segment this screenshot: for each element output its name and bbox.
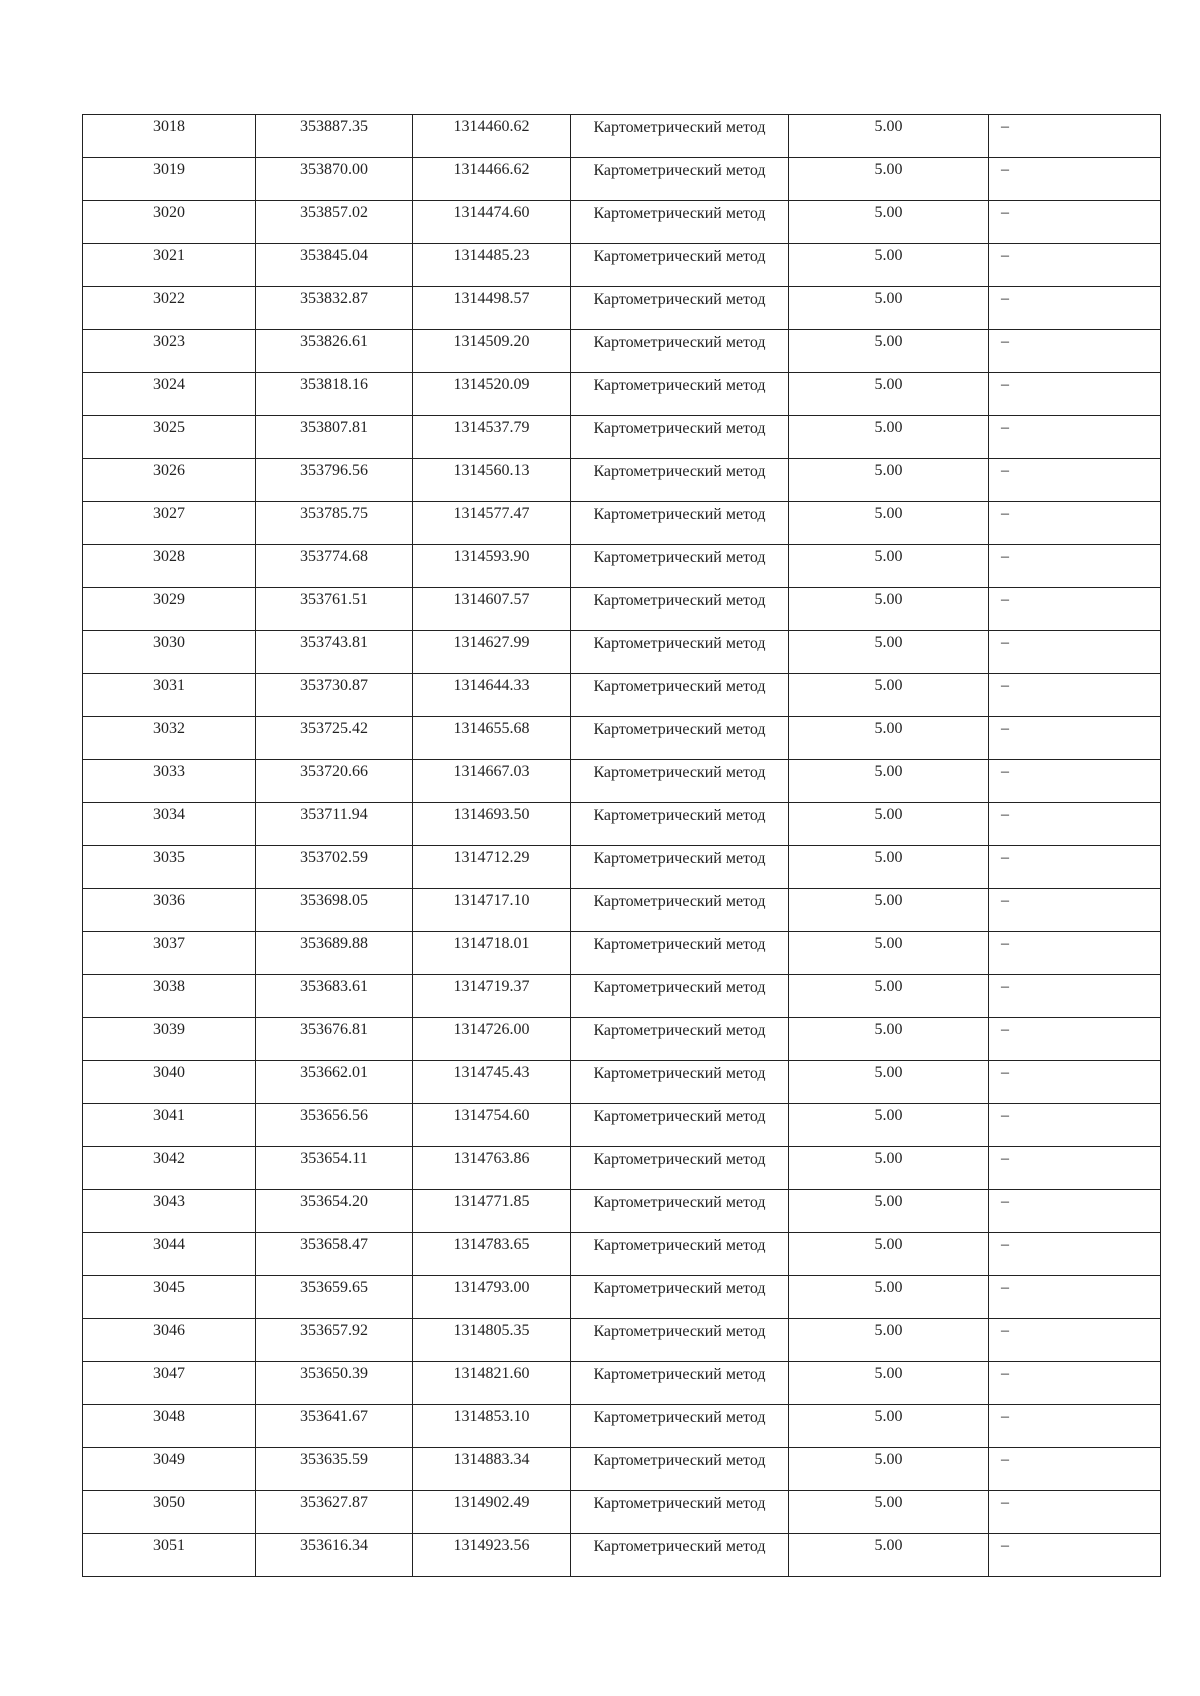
note-cell: – xyxy=(989,1491,1161,1534)
table-row xyxy=(83,201,1161,244)
table-row xyxy=(83,459,1161,502)
y-coordinate-cell: 1314923.56 xyxy=(413,1534,571,1577)
method-cell: Картометрический метод xyxy=(571,201,789,244)
y-coordinate-cell: 1314537.79 xyxy=(413,416,571,459)
y-coordinate-cell: 1314520.09 xyxy=(413,373,571,416)
point-number-cell: 3039 xyxy=(83,1018,256,1061)
note-cell: – xyxy=(989,459,1161,502)
y-coordinate-cell: 1314460.62 xyxy=(413,115,571,158)
note-cell: – xyxy=(989,846,1161,889)
note-cell: – xyxy=(989,158,1161,201)
point-number-cell: 3025 xyxy=(83,416,256,459)
y-coordinate-cell: 1314763.86 xyxy=(413,1147,571,1190)
point-number-cell: 3027 xyxy=(83,502,256,545)
note-cell: – xyxy=(989,330,1161,373)
note-cell: – xyxy=(989,803,1161,846)
y-coordinate-cell: 1314793.00 xyxy=(413,1276,571,1319)
precision-cell: 5.00 xyxy=(789,1319,989,1362)
x-coordinate-cell: 353662.01 xyxy=(256,1061,413,1104)
x-coordinate-cell: 353725.42 xyxy=(256,717,413,760)
note-cell: – xyxy=(989,932,1161,975)
y-coordinate-cell: 1314644.33 xyxy=(413,674,571,717)
note-cell: – xyxy=(989,760,1161,803)
table-row xyxy=(83,158,1161,201)
point-number-cell: 3041 xyxy=(83,1104,256,1147)
table-row xyxy=(83,1362,1161,1405)
method-cell: Картометрический метод xyxy=(571,373,789,416)
table-row xyxy=(83,416,1161,459)
precision-cell: 5.00 xyxy=(789,373,989,416)
table-row xyxy=(83,115,1161,158)
table-row xyxy=(83,1534,1161,1577)
x-coordinate-cell: 353654.11 xyxy=(256,1147,413,1190)
note-cell: – xyxy=(989,115,1161,158)
y-coordinate-cell: 1314783.65 xyxy=(413,1233,571,1276)
table-row xyxy=(83,889,1161,932)
method-cell: Картометрический метод xyxy=(571,631,789,674)
method-cell: Картометрический метод xyxy=(571,416,789,459)
y-coordinate-cell: 1314577.47 xyxy=(413,502,571,545)
note-cell: – xyxy=(989,416,1161,459)
table-row xyxy=(83,373,1161,416)
coordinates-table-body xyxy=(83,115,1161,1577)
precision-cell: 5.00 xyxy=(789,1362,989,1405)
x-coordinate-cell: 353635.59 xyxy=(256,1448,413,1491)
point-number-cell: 3021 xyxy=(83,244,256,287)
x-coordinate-cell: 353654.20 xyxy=(256,1190,413,1233)
y-coordinate-cell: 1314805.35 xyxy=(413,1319,571,1362)
y-coordinate-cell: 1314667.03 xyxy=(413,760,571,803)
x-coordinate-cell: 353887.35 xyxy=(256,115,413,158)
note-cell: – xyxy=(989,717,1161,760)
y-coordinate-cell: 1314821.60 xyxy=(413,1362,571,1405)
note-cell: – xyxy=(989,1147,1161,1190)
method-cell: Картометрический метод xyxy=(571,1319,789,1362)
table-row xyxy=(83,1233,1161,1276)
method-cell: Картометрический метод xyxy=(571,889,789,932)
table-row xyxy=(83,760,1161,803)
precision-cell: 5.00 xyxy=(789,115,989,158)
table-row xyxy=(83,631,1161,674)
precision-cell: 5.00 xyxy=(789,1405,989,1448)
y-coordinate-cell: 1314485.23 xyxy=(413,244,571,287)
point-number-cell: 3026 xyxy=(83,459,256,502)
point-number-cell: 3048 xyxy=(83,1405,256,1448)
method-cell: Картометрический метод xyxy=(571,158,789,201)
y-coordinate-cell: 1314719.37 xyxy=(413,975,571,1018)
note-cell: – xyxy=(989,1362,1161,1405)
precision-cell: 5.00 xyxy=(789,674,989,717)
method-cell: Картометрический метод xyxy=(571,717,789,760)
point-number-cell: 3023 xyxy=(83,330,256,373)
y-coordinate-cell: 1314853.10 xyxy=(413,1405,571,1448)
x-coordinate-cell: 353774.68 xyxy=(256,545,413,588)
precision-cell: 5.00 xyxy=(789,502,989,545)
precision-cell: 5.00 xyxy=(789,1147,989,1190)
note-cell: – xyxy=(989,201,1161,244)
point-number-cell: 3047 xyxy=(83,1362,256,1405)
precision-cell: 5.00 xyxy=(789,631,989,674)
note-cell: – xyxy=(989,1405,1161,1448)
precision-cell: 5.00 xyxy=(789,1104,989,1147)
point-number-cell: 3042 xyxy=(83,1147,256,1190)
method-cell: Картометрический метод xyxy=(571,1104,789,1147)
x-coordinate-cell: 353832.87 xyxy=(256,287,413,330)
precision-cell: 5.00 xyxy=(789,1448,989,1491)
x-coordinate-cell: 353785.75 xyxy=(256,502,413,545)
method-cell: Картометрический метод xyxy=(571,330,789,373)
x-coordinate-cell: 353641.67 xyxy=(256,1405,413,1448)
precision-cell: 5.00 xyxy=(789,1491,989,1534)
x-coordinate-cell: 353683.61 xyxy=(256,975,413,1018)
point-number-cell: 3019 xyxy=(83,158,256,201)
x-coordinate-cell: 353826.61 xyxy=(256,330,413,373)
method-cell: Картометрический метод xyxy=(571,244,789,287)
point-number-cell: 3045 xyxy=(83,1276,256,1319)
y-coordinate-cell: 1314717.10 xyxy=(413,889,571,932)
point-number-cell: 3028 xyxy=(83,545,256,588)
precision-cell: 5.00 xyxy=(789,244,989,287)
method-cell: Картометрический метод xyxy=(571,588,789,631)
note-cell: – xyxy=(989,373,1161,416)
precision-cell: 5.00 xyxy=(789,1061,989,1104)
precision-cell: 5.00 xyxy=(789,932,989,975)
point-number-cell: 3050 xyxy=(83,1491,256,1534)
method-cell: Картометрический метод xyxy=(571,846,789,889)
note-cell: – xyxy=(989,502,1161,545)
method-cell: Картометрический метод xyxy=(571,545,789,588)
precision-cell: 5.00 xyxy=(789,889,989,932)
y-coordinate-cell: 1314712.29 xyxy=(413,846,571,889)
method-cell: Картометрический метод xyxy=(571,1276,789,1319)
y-coordinate-cell: 1314726.00 xyxy=(413,1018,571,1061)
note-cell: – xyxy=(989,1534,1161,1577)
note-cell: – xyxy=(989,1104,1161,1147)
table-row xyxy=(83,287,1161,330)
table-row xyxy=(83,975,1161,1018)
method-cell: Картометрический метод xyxy=(571,1448,789,1491)
precision-cell: 5.00 xyxy=(789,975,989,1018)
note-cell: – xyxy=(989,1233,1161,1276)
table-row xyxy=(83,1491,1161,1534)
method-cell: Картометрический метод xyxy=(571,459,789,502)
x-coordinate-cell: 353761.51 xyxy=(256,588,413,631)
table-row xyxy=(83,1147,1161,1190)
point-number-cell: 3029 xyxy=(83,588,256,631)
y-coordinate-cell: 1314498.57 xyxy=(413,287,571,330)
method-cell: Картометрический метод xyxy=(571,1534,789,1577)
point-number-cell: 3030 xyxy=(83,631,256,674)
point-number-cell: 3022 xyxy=(83,287,256,330)
x-coordinate-cell: 353796.56 xyxy=(256,459,413,502)
table-row xyxy=(83,846,1161,889)
y-coordinate-cell: 1314560.13 xyxy=(413,459,571,502)
point-number-cell: 3032 xyxy=(83,717,256,760)
x-coordinate-cell: 353711.94 xyxy=(256,803,413,846)
table-row xyxy=(83,545,1161,588)
x-coordinate-cell: 353656.56 xyxy=(256,1104,413,1147)
method-cell: Картометрический метод xyxy=(571,803,789,846)
precision-cell: 5.00 xyxy=(789,803,989,846)
precision-cell: 5.00 xyxy=(789,1276,989,1319)
point-number-cell: 3034 xyxy=(83,803,256,846)
x-coordinate-cell: 353720.66 xyxy=(256,760,413,803)
point-number-cell: 3043 xyxy=(83,1190,256,1233)
x-coordinate-cell: 353730.87 xyxy=(256,674,413,717)
precision-cell: 5.00 xyxy=(789,287,989,330)
precision-cell: 5.00 xyxy=(789,330,989,373)
point-number-cell: 3033 xyxy=(83,760,256,803)
x-coordinate-cell: 353857.02 xyxy=(256,201,413,244)
point-number-cell: 3040 xyxy=(83,1061,256,1104)
y-coordinate-cell: 1314593.90 xyxy=(413,545,571,588)
method-cell: Картометрический метод xyxy=(571,115,789,158)
table-row xyxy=(83,588,1161,631)
table-row xyxy=(83,932,1161,975)
table-row xyxy=(83,502,1161,545)
y-coordinate-cell: 1314771.85 xyxy=(413,1190,571,1233)
x-coordinate-cell: 353818.16 xyxy=(256,373,413,416)
precision-cell: 5.00 xyxy=(789,545,989,588)
x-coordinate-cell: 353807.81 xyxy=(256,416,413,459)
x-coordinate-cell: 353698.05 xyxy=(256,889,413,932)
y-coordinate-cell: 1314745.43 xyxy=(413,1061,571,1104)
x-coordinate-cell: 353743.81 xyxy=(256,631,413,674)
table-row xyxy=(83,1276,1161,1319)
x-coordinate-cell: 353870.00 xyxy=(256,158,413,201)
note-cell: – xyxy=(989,1190,1161,1233)
method-cell: Картометрический метод xyxy=(571,287,789,330)
table-row xyxy=(83,1448,1161,1491)
note-cell: – xyxy=(989,1061,1161,1104)
precision-cell: 5.00 xyxy=(789,760,989,803)
y-coordinate-cell: 1314883.34 xyxy=(413,1448,571,1491)
x-coordinate-cell: 353702.59 xyxy=(256,846,413,889)
x-coordinate-cell: 353659.65 xyxy=(256,1276,413,1319)
point-number-cell: 3051 xyxy=(83,1534,256,1577)
table-row xyxy=(83,330,1161,373)
precision-cell: 5.00 xyxy=(789,1190,989,1233)
y-coordinate-cell: 1314466.62 xyxy=(413,158,571,201)
table-row xyxy=(83,1190,1161,1233)
point-number-cell: 3044 xyxy=(83,1233,256,1276)
method-cell: Картометрический метод xyxy=(571,1061,789,1104)
method-cell: Картометрический метод xyxy=(571,1190,789,1233)
table-row xyxy=(83,1018,1161,1061)
y-coordinate-cell: 1314902.49 xyxy=(413,1491,571,1534)
precision-cell: 5.00 xyxy=(789,846,989,889)
note-cell: – xyxy=(989,1276,1161,1319)
point-number-cell: 3020 xyxy=(83,201,256,244)
precision-cell: 5.00 xyxy=(789,1018,989,1061)
precision-cell: 5.00 xyxy=(789,158,989,201)
note-cell: – xyxy=(989,889,1161,932)
method-cell: Картометрический метод xyxy=(571,1405,789,1448)
y-coordinate-cell: 1314693.50 xyxy=(413,803,571,846)
method-cell: Картометрический метод xyxy=(571,760,789,803)
method-cell: Картометрический метод xyxy=(571,975,789,1018)
table-row xyxy=(83,1319,1161,1362)
y-coordinate-cell: 1314509.20 xyxy=(413,330,571,373)
table-row xyxy=(83,717,1161,760)
method-cell: Картометрический метод xyxy=(571,1147,789,1190)
precision-cell: 5.00 xyxy=(789,201,989,244)
y-coordinate-cell: 1314655.68 xyxy=(413,717,571,760)
note-cell: – xyxy=(989,674,1161,717)
point-number-cell: 3049 xyxy=(83,1448,256,1491)
table-row xyxy=(83,803,1161,846)
x-coordinate-cell: 353627.87 xyxy=(256,1491,413,1534)
table-row xyxy=(83,244,1161,287)
note-cell: – xyxy=(989,545,1161,588)
note-cell: – xyxy=(989,1319,1161,1362)
point-number-cell: 3018 xyxy=(83,115,256,158)
method-cell: Картометрический метод xyxy=(571,674,789,717)
precision-cell: 5.00 xyxy=(789,459,989,502)
x-coordinate-cell: 353845.04 xyxy=(256,244,413,287)
note-cell: – xyxy=(989,1018,1161,1061)
table-row xyxy=(83,1405,1161,1448)
precision-cell: 5.00 xyxy=(789,1534,989,1577)
note-cell: – xyxy=(989,975,1161,1018)
precision-cell: 5.00 xyxy=(789,416,989,459)
method-cell: Картометрический метод xyxy=(571,1362,789,1405)
note-cell: – xyxy=(989,588,1161,631)
point-number-cell: 3046 xyxy=(83,1319,256,1362)
x-coordinate-cell: 353650.39 xyxy=(256,1362,413,1405)
y-coordinate-cell: 1314607.57 xyxy=(413,588,571,631)
precision-cell: 5.00 xyxy=(789,1233,989,1276)
x-coordinate-cell: 353616.34 xyxy=(256,1534,413,1577)
point-number-cell: 3031 xyxy=(83,674,256,717)
x-coordinate-cell: 353657.92 xyxy=(256,1319,413,1362)
y-coordinate-cell: 1314718.01 xyxy=(413,932,571,975)
point-number-cell: 3036 xyxy=(83,889,256,932)
method-cell: Картометрический метод xyxy=(571,1491,789,1534)
x-coordinate-cell: 353658.47 xyxy=(256,1233,413,1276)
point-number-cell: 3038 xyxy=(83,975,256,1018)
note-cell: – xyxy=(989,631,1161,674)
point-number-cell: 3024 xyxy=(83,373,256,416)
coordinates-table xyxy=(82,114,1161,1577)
method-cell: Картометрический метод xyxy=(571,932,789,975)
y-coordinate-cell: 1314474.60 xyxy=(413,201,571,244)
point-number-cell: 3035 xyxy=(83,846,256,889)
note-cell: – xyxy=(989,1448,1161,1491)
x-coordinate-cell: 353676.81 xyxy=(256,1018,413,1061)
y-coordinate-cell: 1314627.99 xyxy=(413,631,571,674)
table-row xyxy=(83,674,1161,717)
method-cell: Картометрический метод xyxy=(571,1018,789,1061)
precision-cell: 5.00 xyxy=(789,588,989,631)
x-coordinate-cell: 353689.88 xyxy=(256,932,413,975)
table-row xyxy=(83,1104,1161,1147)
note-cell: – xyxy=(989,244,1161,287)
note-cell: – xyxy=(989,287,1161,330)
table-row xyxy=(83,1061,1161,1104)
point-number-cell: 3037 xyxy=(83,932,256,975)
method-cell: Картометрический метод xyxy=(571,1233,789,1276)
y-coordinate-cell: 1314754.60 xyxy=(413,1104,571,1147)
method-cell: Картометрический метод xyxy=(571,502,789,545)
precision-cell: 5.00 xyxy=(789,717,989,760)
